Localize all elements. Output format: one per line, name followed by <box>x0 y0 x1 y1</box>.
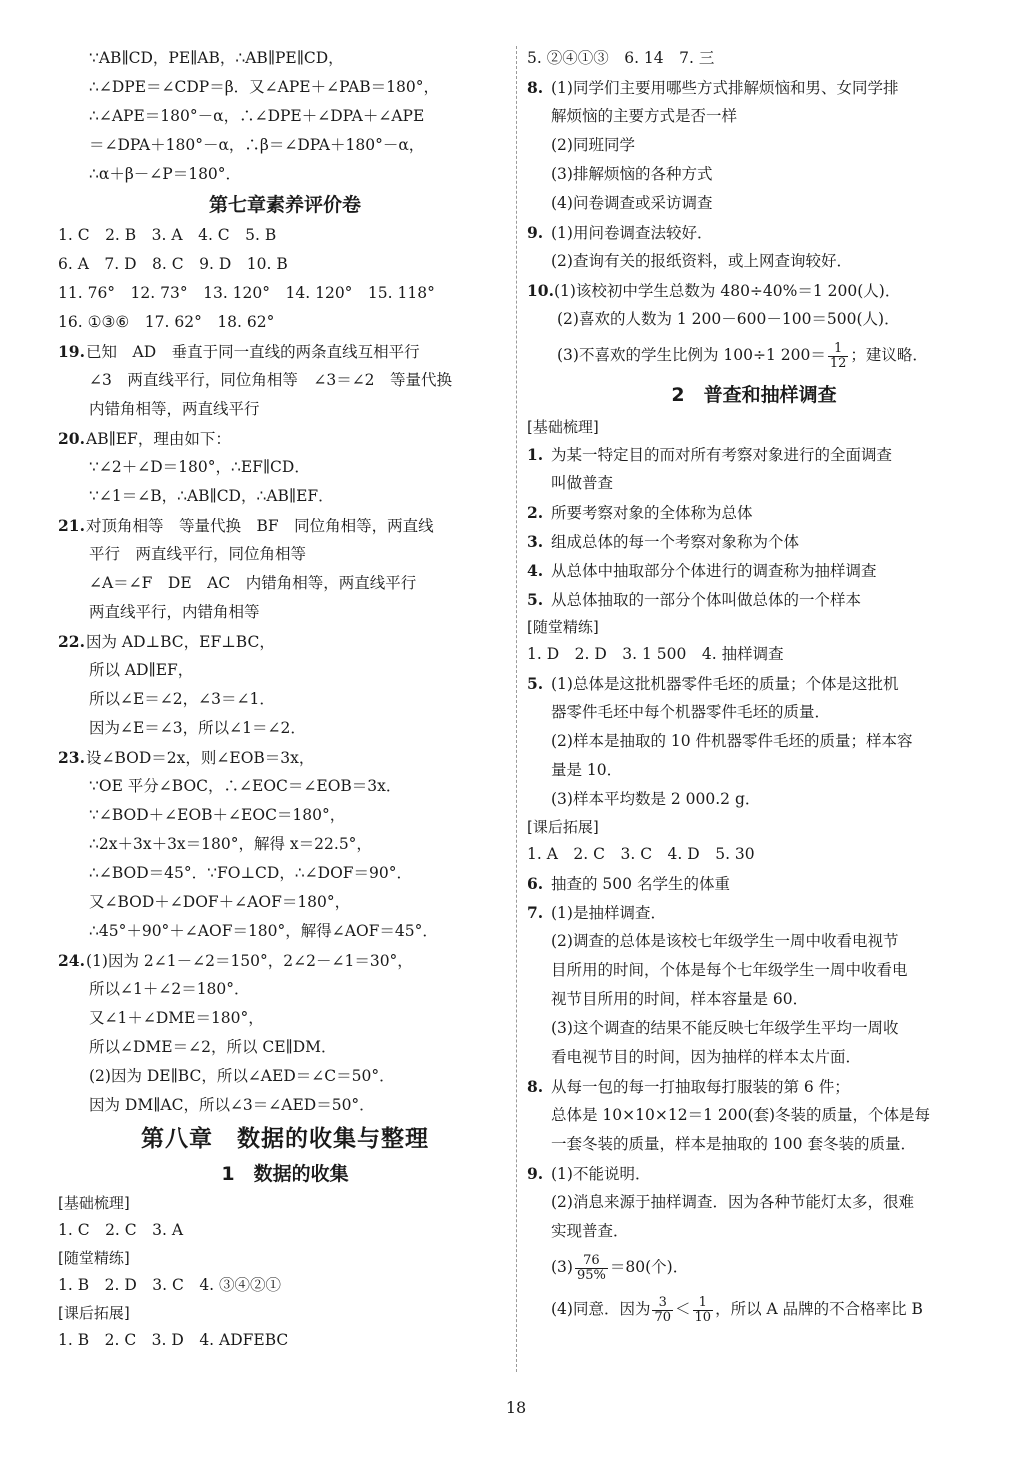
answer-text: 解烦恼的主要方式是否一样 <box>551 107 738 125</box>
numerator: 1 <box>828 342 849 357</box>
answer-text: (3)样本平均数是 2 000.2 g． <box>551 790 761 808</box>
answer-row: 6. A 7. D 8. C 9. D 10. B <box>58 255 288 273</box>
text-part: (4)同意．因为 <box>551 1300 651 1318</box>
section-label-kehou: [课后拓展] <box>58 1304 130 1322</box>
answer-text: ∴∠BOD＝45°．∵FO⊥CD，∴∠DOF＝90°． <box>89 864 413 882</box>
question-number: 4. <box>527 561 544 580</box>
answer-text: 叫做普查 <box>551 474 614 492</box>
fraction <box>693 1296 714 1324</box>
answer-text: ∠A＝∠F DE AC 内错角相等，两直线平行 <box>89 574 417 592</box>
chapter8-title: 第八章 数据的收集与整理 <box>141 1126 429 1152</box>
answer-text: (1)不能说明． <box>551 1165 651 1183</box>
numerator: 1 <box>693 1296 714 1311</box>
question-number: 22. <box>58 632 85 651</box>
answer-row: 11. 76° 12. 73° 13. 120° 14. 120° 15. 118° <box>58 284 435 302</box>
question-number: 21. <box>58 516 85 535</box>
kehou-question-9 <box>527 1159 981 1330</box>
question-9 <box>527 218 981 276</box>
question-number: 8. <box>527 78 544 97</box>
text-line: ∴∠APE＝180°－α，∴∠DPE＋∠DPA＋∠APE <box>89 107 425 125</box>
answer-text: 又∠1＋∠DME＝180°， <box>89 1009 264 1027</box>
answer-text: 总体是 10×10×12＝1 200(套)冬装的质量，个体是每 <box>551 1106 931 1124</box>
answer-text: 因为 AD⊥BC，EF⊥BC， <box>86 633 275 651</box>
question-8 <box>527 73 981 218</box>
answer-text: ∠3 两直线平行，同位角相等 ∠3＝∠2 等量代换 <box>89 371 453 389</box>
question-22 <box>58 627 512 743</box>
question-number: 8. <box>527 1077 544 1096</box>
answer-text: (2)喜欢的人数为 1 200－600－100＝500(人)． <box>557 310 900 328</box>
answer-text: (2)调查的总体是该校七年级学生一周中收看电视节 <box>551 932 899 950</box>
answer-text: (2)样本是抽取的 10 件机器零件毛坯的质量；样本容 <box>551 732 913 750</box>
answer-text: 因为∠E＝∠3，所以∠1＝∠2． <box>89 719 306 737</box>
fraction <box>575 1254 608 1282</box>
answer-text: (1)用问卷调查法较好． <box>551 224 713 242</box>
answer-row: 5. ②④①③ 6. 14 7. 三 <box>527 49 715 67</box>
denominator: 10 <box>694 1309 712 1325</box>
answer-row: 1. B 2. C 3. D 4. ADFEBC <box>58 1331 289 1349</box>
answer-text: 量是 10． <box>551 761 623 779</box>
answer-text: 为某一特定目的而对所有考察对象进行的全面调查 <box>551 446 893 464</box>
answer-text: 已知 AD 垂直于同一直线的两条直线互相平行 <box>86 343 420 361</box>
answer-text: (2)同班同学 <box>551 136 635 154</box>
answer-text: 从总体抽取的一部分个体叫做总体的一个样本 <box>551 591 862 609</box>
question-10 <box>527 276 981 376</box>
question-number: 9. <box>527 1164 544 1183</box>
jichu-item-1 <box>527 440 981 498</box>
answer-text: 视节目所用的时间，样本容量是 60． <box>551 990 809 1008</box>
question-number: 5. <box>527 590 544 609</box>
answer-text: (4)问卷调查或采访调查 <box>551 194 713 212</box>
answer-row: 16. ①③⑥ 17. 62° 18. 62° <box>58 313 275 331</box>
question-20 <box>58 424 512 511</box>
question-24 <box>58 946 512 1120</box>
text-line: ＝∠DPA＋180°－α，∴β＝∠DPA＋180°－α， <box>89 136 425 154</box>
jichu-item-3 <box>527 527 981 556</box>
answer-row: 1. C 2. C 3. A <box>58 1221 184 1239</box>
answer-text: 平行 两直线平行，同位角相等 <box>89 545 307 563</box>
question-number: 20. <box>58 429 85 448</box>
answer-text: (1)因为 2∠1－∠2＝150°，2∠2－∠1＝30°， <box>86 952 413 970</box>
answer-text: ∵∠2＋∠D＝180°，∴EF∥CD． <box>89 458 310 476</box>
numerator: 3 <box>652 1296 673 1311</box>
question-number: 1. <box>527 445 544 464</box>
kehou-question-6 <box>527 869 981 898</box>
question-number: 6. <box>527 874 544 893</box>
answer-text: (2)查询有关的报纸资料，或上网查询较好． <box>551 252 852 270</box>
answer-text: (1)总体是这批机器零件毛坯的质量；个体是这批机 <box>551 675 899 693</box>
answer-text: 所以∠1＋∠2＝180°． <box>89 980 250 998</box>
answer-text: (1)该校初中学生总数为 480÷40%＝1 200(人)． <box>553 282 901 300</box>
question-21 <box>58 511 512 627</box>
answer-text: ∴45°＋90°＋∠AOF＝180°，解得∠AOF＝45°． <box>89 922 438 940</box>
jichu-item-5 <box>527 585 981 614</box>
question-19 <box>58 337 512 424</box>
answer-text: 所以∠DME＝∠2，所以 CE∥DM． <box>89 1038 337 1056</box>
question-number: 10. <box>527 281 554 300</box>
text-line: ∵AB∥CD，PE∥AB，∴AB∥PE∥CD， <box>89 49 344 67</box>
text-part: ＝80(个)． <box>609 1258 689 1276</box>
answer-text: 器零件毛坯中每个机器零件毛坯的质量． <box>551 703 831 721</box>
answer-text: 一套冬装的质量，样本是抽取的 100 套冬装的质量． <box>551 1135 916 1153</box>
answer-text: 对顶角相等 等量代换 BF 同位角相等，两直线 <box>86 517 434 535</box>
question-number: 24. <box>58 951 85 970</box>
answer-row: 1. D 2. D 3. 1 500 4. 抽样调查 <box>527 645 784 663</box>
answer-text: ∴2x＋3x＋3x＝180°，解得 x＝22.5°， <box>89 835 372 853</box>
section-label-kehou: [课后拓展] <box>527 818 599 836</box>
answer-text: (1)是抽样调查． <box>551 904 666 922</box>
answer-text: ∵∠1＝∠B，∴AB∥CD，∴AB∥EF． <box>89 487 334 505</box>
text-part: ＜ <box>675 1300 691 1318</box>
chapter7-review-title: 第七章素养评价卷 <box>208 194 361 216</box>
answer-text: (2)消息来源于抽样调查．因为各种节能灯太多，很难 <box>551 1193 914 1211</box>
jichu-item-4 <box>527 556 981 585</box>
question-number: 7. <box>527 903 544 922</box>
answer-text: ∵OE 平分∠BOC，∴∠EOC＝∠EOB＝3x． <box>89 777 402 795</box>
answer-text: 内错角相等，两直线平行 <box>89 400 260 418</box>
answer-text-fraction <box>527 1288 981 1330</box>
jichu-item-2 <box>527 498 981 527</box>
answer-row: 1. C 2. B 3. A 4. C 5. B <box>58 226 277 244</box>
answer-row: 1. A 2. C 3. C 4. D 5. 30 <box>527 845 755 863</box>
answer-text: 两直线平行，内错角相等 <box>89 603 260 621</box>
answer-text: (3)排解烦恼的各种方式 <box>551 165 713 183</box>
section-label-jichu: [基础梳理] <box>58 1194 130 1212</box>
left-column <box>58 44 512 1355</box>
fraction <box>652 1296 673 1324</box>
numerator: 76 <box>575 1254 608 1269</box>
section2-title: 2 普查和抽样调查 <box>671 384 837 406</box>
denominator: 70 <box>654 1309 672 1325</box>
question-23 <box>58 743 512 946</box>
answer-text: AB∥EF，理由如下： <box>86 430 231 448</box>
question-number: 23. <box>58 748 85 767</box>
answer-text: 组成总体的每一个考察对象称为个体 <box>551 533 800 551</box>
fraction <box>828 342 849 370</box>
answer-text: (3)这个调查的结果不能反映七年级学生平均一周收 <box>551 1019 899 1037</box>
kehou-question-8 <box>527 1072 981 1159</box>
section-label-jichu: [基础梳理] <box>527 418 599 436</box>
question-number: 5. <box>527 674 544 693</box>
answer-text: 所以 AD∥EF， <box>89 661 194 679</box>
section1-title: 1 数据的收集 <box>221 1163 349 1185</box>
text-line: ∴∠DPE＝∠CDP＝β．又∠APE＋∠PAB＝180°， <box>89 78 440 96</box>
answer-text: (2)因为 DE∥BC，所以∠AED＝∠C＝50°． <box>89 1067 395 1085</box>
answer-text: 从每一包的每一打抽取每打服装的第 6 件； <box>551 1078 850 1096</box>
answer-text: 因为 DM∥AC，所以∠3＝∠AED＝50°． <box>89 1096 375 1114</box>
answer-text: 目所用的时间，个体是每个七年级学生一周中收看电 <box>551 961 908 979</box>
answer-text: 又∠BOD＋∠DOF＋∠AOF＝180°， <box>89 893 351 911</box>
question-number: 19. <box>58 342 85 361</box>
answer-text-fraction <box>527 1246 981 1288</box>
section-label-suitang: [随堂精练] <box>58 1249 130 1267</box>
answer-text: 所以∠E＝∠2，∠3＝∠1． <box>89 690 275 708</box>
text-part: ；建议略． <box>850 346 928 364</box>
answer-text: (1)同学们主要用哪些方式排解烦恼和男、女同学排 <box>551 79 899 97</box>
answer-text-fraction <box>527 334 981 376</box>
answer-text: 从总体中抽取部分个体进行的调查称为抽样调查 <box>551 562 877 580</box>
answer-text: ∵∠BOD＋∠EOB＋∠EOC＝180°， <box>89 806 346 824</box>
right-column <box>527 44 981 1330</box>
kehou-question-7 <box>527 898 981 1072</box>
text-part: (3)不喜欢的学生比例为 100÷1 200＝ <box>557 346 826 364</box>
question-number: 2. <box>527 503 544 522</box>
column-divider <box>516 46 517 1372</box>
section-label-suitang: [随堂精练] <box>527 618 599 636</box>
text-part: ，所以 A 品牌的不合格率比 B <box>715 1300 923 1318</box>
suitang-question-5 <box>527 669 981 814</box>
answer-text: 抽查的 500 名学生的体重 <box>551 875 730 893</box>
answer-row: 1. B 2. D 3. C 4. ③④②① <box>58 1276 282 1294</box>
answer-text: 所要考察对象的全体称为总体 <box>551 504 753 522</box>
text-part: (3) <box>551 1258 573 1276</box>
denominator: 12 <box>829 355 847 371</box>
denominator: 95% <box>576 1267 606 1283</box>
question-number: 9. <box>527 223 544 242</box>
answer-text: 设∠BOD＝2x，则∠EOB＝3x， <box>86 749 315 767</box>
text-line: ∴α＋β－∠P＝180°． <box>89 165 242 183</box>
page-number: 18 <box>505 1398 527 1417</box>
question-number: 3. <box>527 532 544 551</box>
answer-text: 看电视节目的时间，因为抽样的样本太片面． <box>551 1048 862 1066</box>
answer-text: 实现普查． <box>551 1222 629 1240</box>
